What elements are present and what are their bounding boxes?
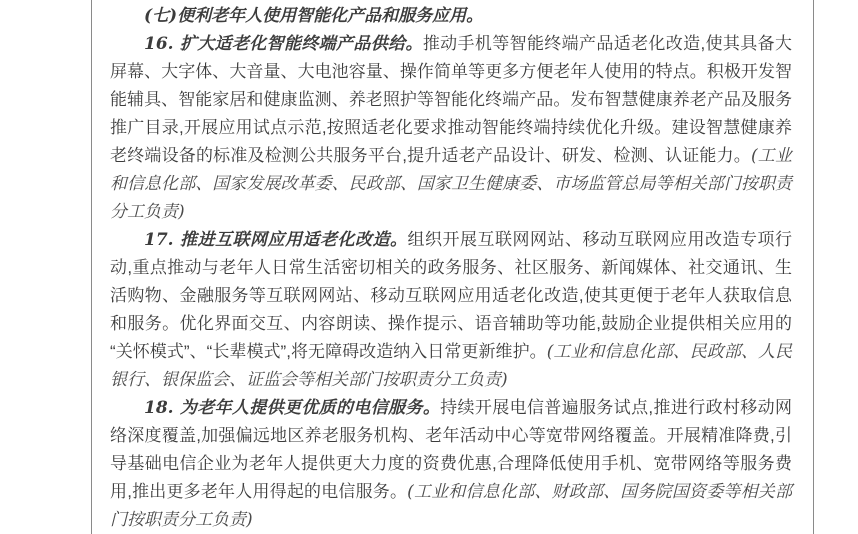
- item-16-attribution: (工业和信息化部、国家发展改革委、民政部、国家卫生健康委、市场监管总局等相关部门按职责分工负责): [110, 146, 792, 222]
- paragraph-item-16: [110, 30, 792, 226]
- page-right-border: [813, 0, 814, 534]
- section-heading: [110, 2, 792, 30]
- item-18-body: 持续开展电信普遍服务试点,推进行政村移动网络深度覆盖,加强偏远地区养老服务机构、老年活动中心等宽带网络覆盖。开展精准降费,引导基础电信企业为老年人提供更大力度的资费优惠,合理降低使用手机、宽带网络等服务费用,推出更多老年人用得起的电信服务。: [110, 398, 792, 501]
- item-16-body: 推动手机等智能终端产品适老化改造,使其具备大屏幕、大字体、大音量、大电池容量、操作简单等更多方便老年人使用的特点。积极开发智能辅具、智能家居和健康监测、养老照护等智能化终端产品。发布智慧健康养老产品及服务推广目录,开展应用试点示范,按照适老化要求推动智能终端持续优化升级。建设智慧健康养老终端设备的标准及检测公共服务平台,提升适老产品设计、研发、检测、认证能力。: [110, 34, 792, 165]
- item-17-heading: 17. 推进互联网应用适老化改造。: [144, 230, 408, 250]
- section-heading-text: (七)便利老年人使用智能化产品和服务应用。: [144, 6, 484, 26]
- item-17-attribution: (工业和信息化部、民政部、人民银行、银保监会、证监会等相关部门按职责分工负责): [110, 342, 792, 390]
- item-17-body: 组织开展互联网网站、移动互联网应用改造专项行动,重点推动与老年人日常生活密切相关的政务服务、社区服务、新闻媒体、社交通讯、生活购物、金融服务等互联网网站、移动互联网应用适老化改造,使其更便于老年人获取信息和服务。优化界面交互、内容朗读、操作提示、语音辅助等功能,鼓励企业提供相关应用的“关怀模式”、“长辈模式”,将无障碍改造纳入日常更新维护。: [110, 230, 792, 361]
- item-18-heading: 18. 为老年人提供更优质的电信服务。: [144, 398, 441, 418]
- document-content: [110, 2, 792, 534]
- paragraph-item-17: [110, 226, 792, 394]
- item-18-attribution: (工业和信息化部、财政部、国务院国资委等相关部门按职责分工负责): [110, 482, 792, 530]
- item-16-heading: 16. 扩大适老化智能终端产品供给。: [144, 34, 423, 54]
- page-left-border: [91, 0, 92, 534]
- paragraph-item-18: [110, 394, 792, 534]
